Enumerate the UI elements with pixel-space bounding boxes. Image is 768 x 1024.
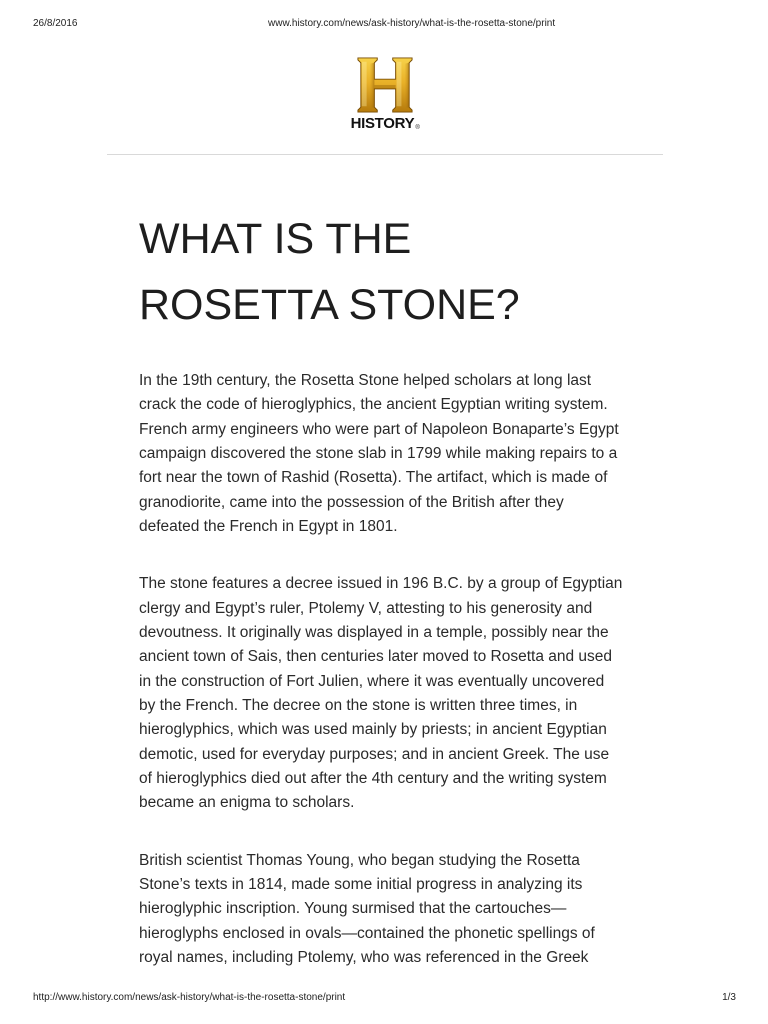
paragraph-line: devoutness. It originally was displayed in a temple, possibly near the (139, 623, 609, 641)
print-header-url: www.history.com/news/ask-history/what-is-the-rosetta-stone/print (268, 18, 556, 29)
print-footer-url: http://www.history.com/news/ask-history/what-is-the-rosetta-stone/print (33, 992, 346, 1003)
title-line: ROSETTA STONE? (139, 281, 520, 329)
paragraph-line: of hieroglyphics died out after the 4th century and the writing system (139, 769, 607, 787)
paragraph-line: in the construction of Fort Julien, where it was eventually uncovered (139, 672, 605, 690)
paragraph-line: hieroglyphic inscription. Young surmised that the cartouches— (139, 900, 567, 918)
paragraph-line: The stone features a decree issued in 196 B.C. by a group of Egyptian (139, 575, 623, 593)
paragraph-line: clergy and Egypt’s ruler, Ptolemy V, attesting to his generosity and (139, 599, 593, 617)
paragraph-line: campaign discovered the stone slab in 1799 while making repairs to a (139, 444, 618, 462)
paragraph-line: hieroglyphs enclosed in ovals—contained the phonetic spellings of (139, 924, 595, 942)
history-wordmark (344, 116, 426, 136)
print-date: 26/8/2016 (33, 18, 78, 29)
article-paragraph-3 (139, 849, 699, 971)
article-title (139, 206, 520, 338)
paragraph-line: crack the code of hieroglyphics, the ancient Egyptian writing system. (139, 396, 608, 414)
paragraph-line: became an enigma to scholars. (139, 794, 355, 812)
paragraph-line: Stone’s texts in 1814, made some initial progress in analyzing its (139, 875, 583, 893)
paragraph-line: by the French. The decree on the stone is written three times, in (139, 696, 578, 714)
wordmark-text: HISTORY (350, 115, 415, 132)
paragraph-line: ancient town of Sais, then centuries later moved to Rosetta and used (139, 648, 613, 666)
print-page-number: 1/3 (722, 992, 736, 1003)
paragraph-line: fort near the town of Rashid (Rosetta). The artifact, which is made of (139, 469, 608, 487)
title-line: WHAT IS THE (139, 215, 412, 263)
paragraph-line: British scientist Thomas Young, who began studying the Rosetta (139, 851, 580, 869)
header-divider (107, 154, 663, 155)
paragraph-line: granodiorite, came into the possession of the British after they (139, 493, 564, 511)
paragraph-line: royal names, including Ptolemy, who was referenced in the Greek (139, 948, 589, 966)
paragraph-line: defeated the French in Egypt in 1801. (139, 517, 398, 535)
paragraph-line: French army engineers who were part of Napoleon Bonaparte’s Egypt (139, 420, 619, 438)
history-logo (344, 54, 426, 134)
history-h-emblem-icon (356, 56, 414, 114)
paragraph-line: demotic, used for everyday purposes; and in ancient Greek. The use (139, 745, 610, 763)
article-paragraph-2 (139, 572, 699, 815)
paragraph-line: In the 19th century, the Rosetta Stone helped scholars at long last (139, 372, 592, 389)
registered-mark: ® (415, 125, 420, 131)
paragraph-line: hieroglyphics, which was used mainly by priests; in ancient Egyptian (139, 721, 607, 739)
article-paragraph-1 (139, 369, 699, 539)
article-body (139, 369, 699, 1003)
